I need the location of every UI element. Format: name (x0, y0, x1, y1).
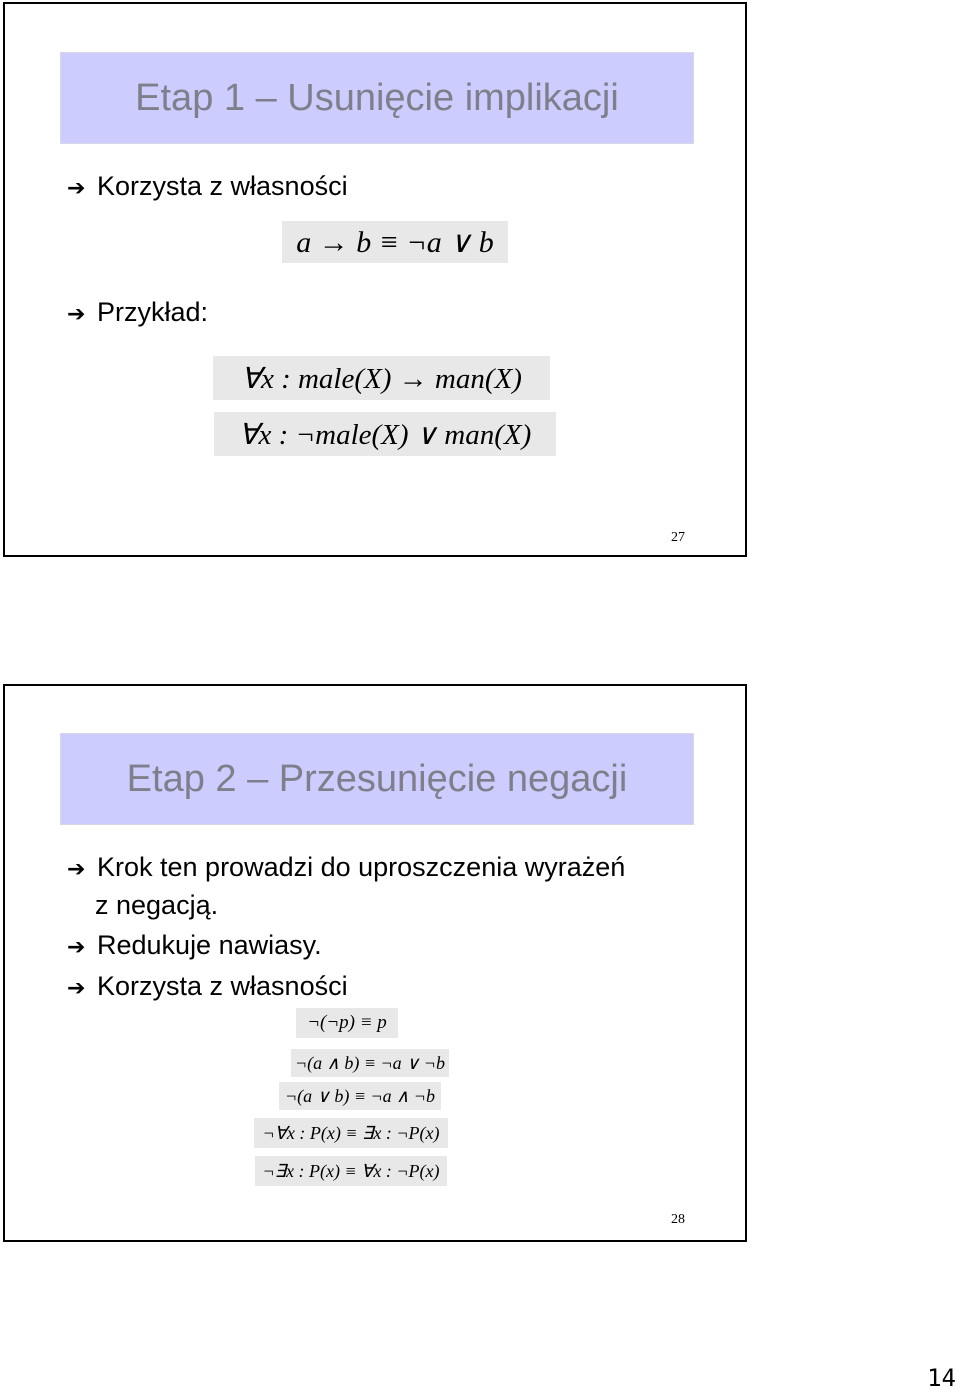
document-page-number: 14 (927, 1364, 956, 1392)
formula-example-2: ∀x : ¬male(X) ∨ man(X) (214, 412, 556, 456)
formula-implication: a → b ≡ ¬a ∨ b (282, 221, 508, 263)
bullet-item (67, 926, 322, 967)
arrow-right-icon: ➔ (67, 935, 86, 960)
bullet-text: Korzysta z własności (97, 971, 348, 1001)
formula-de-morgan-and: ¬(a ∧ b) ≡ ¬a ∨ ¬b (291, 1049, 449, 1077)
arrow-right-icon: ➔ (67, 176, 86, 201)
formula-negated-exists: ¬∃x : P(x) ≡ ∀x : ¬P(x) (255, 1156, 447, 1186)
formula-de-morgan-or: ¬(a ∨ b) ≡ ¬a ∧ ¬b (279, 1082, 441, 1110)
formula-negated-forall: ¬∀x : P(x) ≡ ∃x : ¬P(x) (254, 1118, 448, 1148)
bullet-text: Krok ten prowadzi do uproszczenia wyrażeń (97, 852, 626, 882)
bullet-item (67, 848, 625, 889)
bullet-text: Korzysta z własności (97, 171, 348, 201)
slide-title: Etap 2 – Przesunięcie negacji (60, 733, 694, 825)
formula-example-1: ∀x : male(X) → man(X) (213, 356, 550, 400)
arrow-right-icon: ➔ (67, 857, 86, 882)
slide-title: Etap 1 – Usunięcie implikacji (60, 52, 694, 144)
formula-double-negation: ¬(¬p) ≡ p (296, 1008, 398, 1038)
arrow-right-icon: ➔ (67, 302, 86, 327)
page-number: 28 (671, 1212, 685, 1227)
bullet-text: Redukuje nawiasy. (97, 930, 322, 960)
bullet-continuation: z negacją. (95, 890, 219, 920)
slide-27 (3, 2, 747, 557)
bullet-item (67, 293, 208, 334)
bullet-text: Przykład: (97, 297, 209, 327)
slide-28 (3, 684, 747, 1242)
arrow-right-icon: ➔ (67, 976, 86, 1001)
bullet-item (67, 167, 348, 208)
page-number: 27 (671, 530, 685, 545)
bullet-item (67, 967, 348, 1008)
